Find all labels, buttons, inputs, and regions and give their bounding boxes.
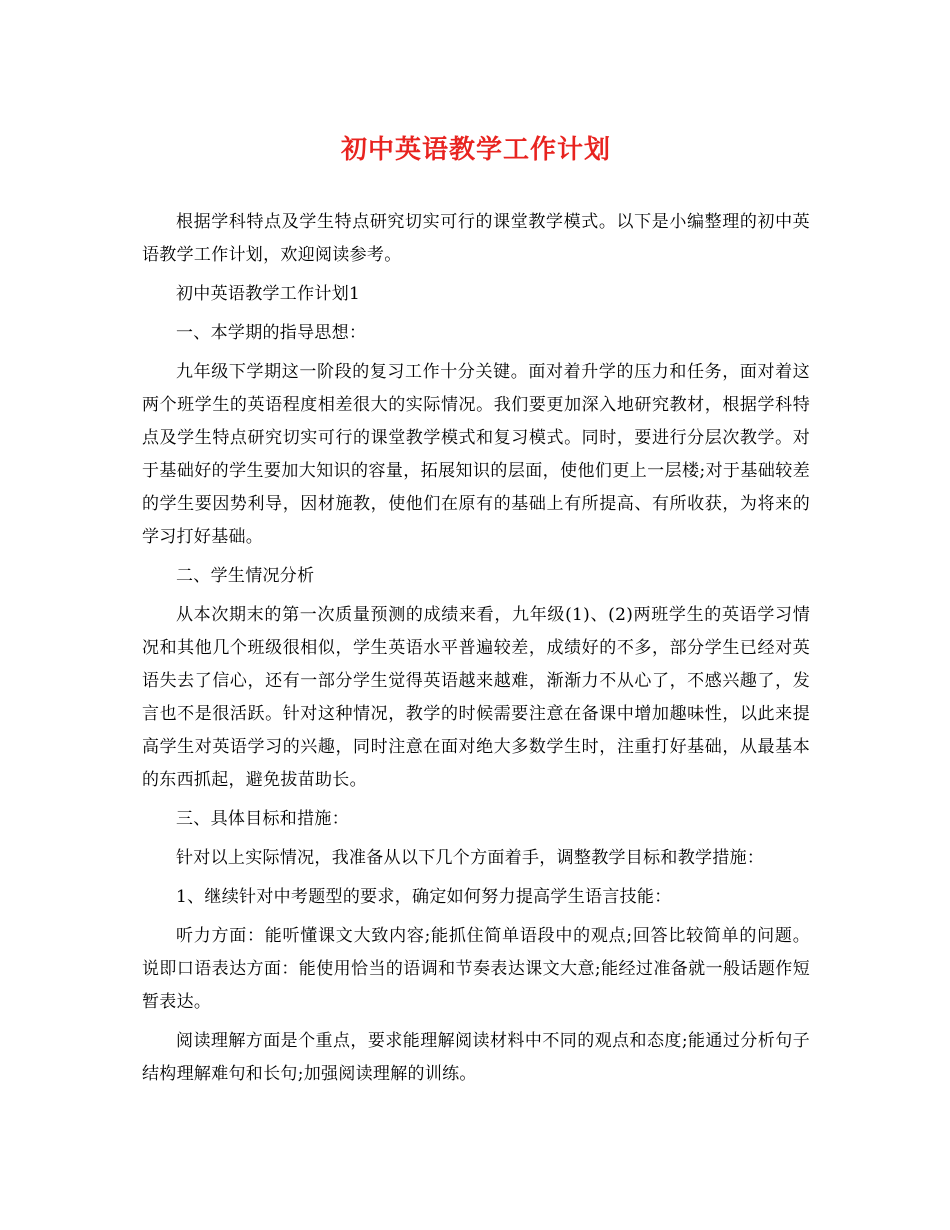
paragraph-goal-1: 1、继续针对中考题型的要求，确定如何努力提高学生语言技能： <box>176 887 672 907</box>
section-heading-student-analysis: 二、学生情况分析 <box>176 566 315 586</box>
document-body <box>142 206 810 1091</box>
paragraph-student-analysis: 从本次期末的第一次质量预测的成绩来看，九年级(1)、(2)两班学生的英语学习情况和其他几个班级很相似，学生英语水平普遍较差，成绩好的不多，部分学生已经对英语失去了信心，还有一部分学生觉得英语越来越难，渐渐力不从心了，不感兴趣了，发言也不是很活跃。针对这种情况，教学的时候需要注意在备课中增加趣味性，以此来提高学生对英语学习的兴趣，同时注意在面对绝大多数学生时，注重打好基础，从最基本的东西抓起，避免拔苗助长。 <box>142 605 810 790</box>
section-heading-plan-1: 初中英语教学工作计划1 <box>176 284 361 304</box>
paragraph-reading: 阅读理解方面是个重点，要求能理解阅读材料中不同的观点和态度;能通过分析句子结构理解难句和长句;加强阅读理解的训练。 <box>142 1031 810 1084</box>
document-title: 初中英语教学工作计划 <box>340 135 611 165</box>
paragraph-intro: 根据学科特点及学生特点研究切实可行的课堂教学模式。以下是小编整理的初中英语教学工作计划，欢迎阅读参考。 <box>142 212 810 265</box>
paragraph-guiding-thought: 九年级下学期这一阶段的复习工作十分关键。面对着升学的压力和任务，面对着这两个班学生的英语程度相差很大的实际情况。我们要更加深入地研究教材，根据学科特点及学生特点研究切实可行的课堂教学模式和复习模式。同时，要进行分层次教学。对于基础好的学生要加大知识的容量，拓展知识的层面，使他们更上一层楼;对于基础较差的学生要因势利导，因材施教，使他们在原有的基础上有所提高、有所收获，为将来的学习打好基础。 <box>142 362 810 547</box>
section-heading-guiding-thought: 一、本学期的指导思想： <box>176 323 367 343</box>
paragraph-goals-intro: 针对以上实际情况，我准备从以下几个方面着手，调整教学目标和教学措施： <box>176 848 765 868</box>
section-heading-goals-measures: 三、具体目标和措施： <box>176 809 349 829</box>
paragraph-listening-speaking: 听力方面：能听懂课文大致内容;能抓住简单语段中的观点;回答比较简单的问题。说即口语表达方面：能使用恰当的语调和节奏表达课文大意;能经过准备就一般话题作短暂表达。 <box>142 926 810 1012</box>
